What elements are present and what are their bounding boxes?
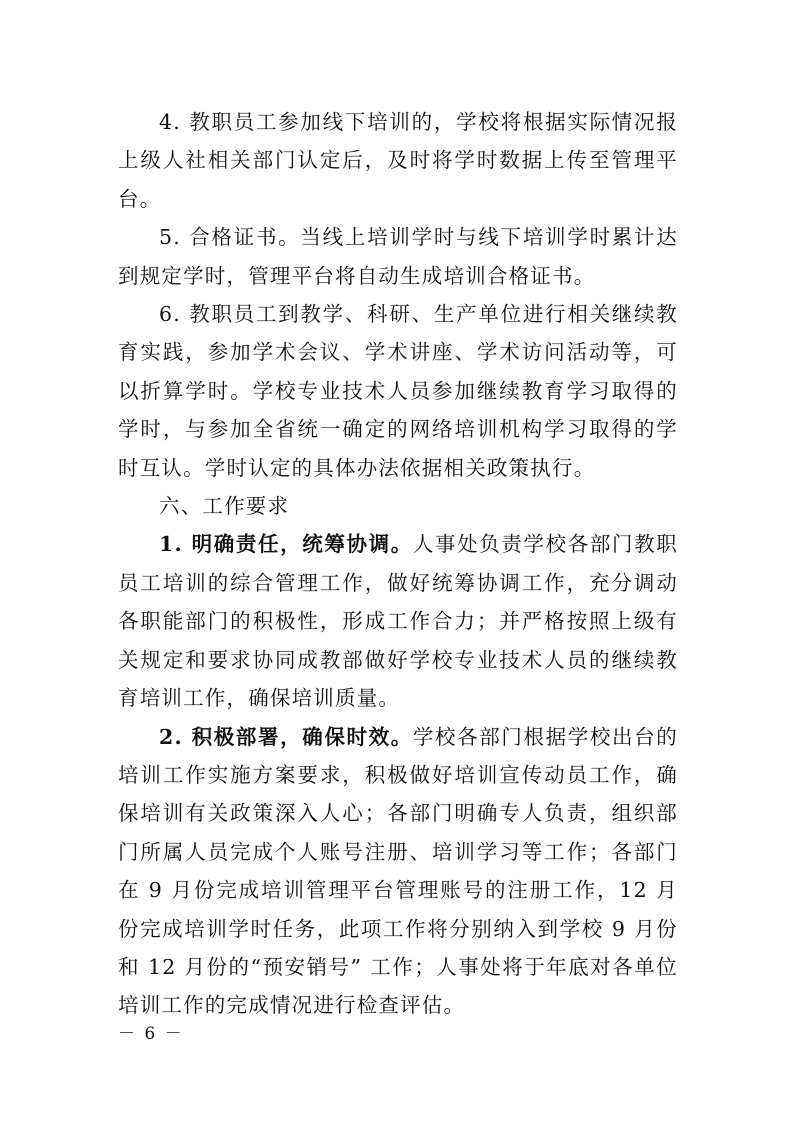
paragraph-text: 人事处负责学校各部门教职员工培训的综合管理工作，做好统筹协调工作，充分调动各职能部门的积极性，形成工作合力；并严格按照上级有关规定和要求协同成教部做好学校专业技术人员的继续教育培训工作，确保培训质量。: [118, 532, 679, 711]
paragraph-text: 学校各部门根据学校出台的培训工作实施方案要求，积极做好培训宣传动员工作，确保培训有关政策深入人心；各部门明确专人负责，组织部门所属人员完成个人账号注册、培训学习等工作；各部门在 9 月份完成培训管理平台管理账号的注册工作，12 月份完成培训学时任务，此项工作将分别纳入到学校 9 月份和 12 月份的“预安销号” 工作；人事处将于年底对各单位培训工作的完成情况进行检查评估。: [118, 724, 679, 1018]
paragraph-item-5: [118, 218, 678, 295]
paragraph-item-6: [118, 295, 678, 487]
document-body: [118, 103, 678, 1025]
page-number: － 6 －: [118, 1024, 184, 1044]
paragraph-requirement-2: [118, 718, 678, 1025]
paragraph-text: 5. 合格证书。当线上培训学时与线下培训学时累计达到规定学时，管理平台将自动生成培训合格证书。: [118, 225, 678, 288]
requirement-lead-bold: 2. 积极部署，确保时效。: [159, 724, 413, 749]
section-heading-work-requirements: [118, 487, 678, 525]
section-heading-text: 六、工作要求: [159, 494, 290, 519]
paragraph-item-4: [118, 103, 678, 218]
paragraph-text: 4. 教职员工参加线下培训的，学校将根据实际情况报上级人社相关部门认定后，及时将学时数据上传至管理平台。: [118, 110, 678, 211]
paragraph-requirement-1: [118, 525, 678, 717]
requirement-lead-bold: 1. 明确责任，统筹协调。: [159, 532, 413, 557]
paragraph-text: 6. 教职员工到教学、科研、生产单位进行相关继续教育实践，参加学术会议、学术讲座、学术访问活动等，可以折算学时。学校专业技术人员参加继续教育学习取得的学时，与参加全省统一确定的网络培训机构学习取得的学时互认。学时认定的具体办法依据相关政策执行。: [118, 302, 678, 480]
